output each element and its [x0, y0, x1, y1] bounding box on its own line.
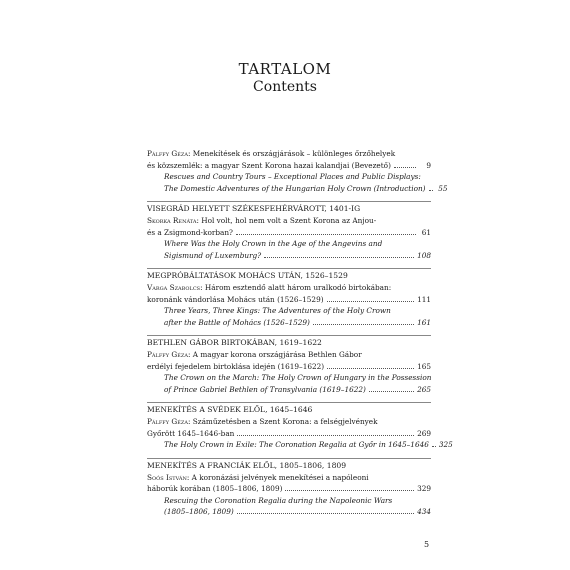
dot-leader — [285, 490, 414, 491]
toc-entry-english — [147, 495, 431, 518]
page-number: 9 — [426, 160, 431, 170]
toc-entry — [147, 416, 431, 439]
entry-title-line: The Crown on the March: The Holy Crown of Hungary in the Possession — [164, 373, 431, 382]
entry-title-line: erdélyi fejedelem birtoklása idején (1619–1622) — [147, 361, 325, 371]
entry-title-line: A magyar korona országjárása Bethlen Gábor — [190, 350, 362, 359]
toc-entry-english — [147, 305, 431, 328]
toc-entry — [147, 282, 431, 305]
toc-section — [147, 201, 431, 261]
entry-title-line: after the Battle of Mohács (1526–1529) — [164, 317, 310, 327]
entry-title-line: Sigismund of Luxemburg? — [164, 250, 262, 260]
toc-entry-english — [147, 439, 453, 451]
table-of-contents — [147, 148, 453, 518]
entry-title-line: of Prince Gabriel Bethlen of Transylvania (1619–1622) — [164, 384, 366, 394]
page-number: 329 — [417, 484, 431, 493]
page-title: TARTALOM — [238, 60, 332, 78]
section-heading: MEGPRÓBÁLTATÁSOK MOHÁCS UTÁN, 1526–1529 — [147, 271, 348, 280]
page-folio: 5 — [424, 540, 430, 549]
page-number: 61 — [421, 227, 431, 237]
dot-leader — [327, 368, 414, 369]
entry-title-line: A koronázási jelvények menekítései a napóleoni — [189, 472, 369, 482]
entry-title-line: (1805–1806, 1809) — [164, 507, 234, 516]
entry-author: Pálffy Géza: — [147, 149, 191, 158]
toc-entry — [147, 472, 431, 495]
entry-title-line: Where Was the Holy Crown in the Age of the Angevins and — [164, 239, 383, 248]
entry-title-line: The Holy Crown in Exile: The Coronation Regalia at Győr in 1645–1646 — [164, 440, 429, 449]
toc-section — [147, 268, 431, 328]
page-number: 325 — [438, 440, 453, 449]
toc-entry — [147, 148, 431, 171]
toc-section — [147, 148, 448, 194]
entry-title-line: Hol volt, hol nem volt a Szent Korona az Anjou- — [198, 216, 377, 225]
toc-entry-english — [147, 238, 431, 261]
dot-leader — [237, 435, 414, 436]
dot-leader — [429, 190, 433, 191]
entry-title-line: Három esztendő alatt három uralkodó birtokában: — [202, 283, 392, 292]
dot-leader — [432, 446, 436, 447]
entry-title-line: koronánk vándorlása Mohács után (1526–1529) — [147, 294, 324, 304]
dot-leader — [327, 301, 415, 302]
toc-entry-english — [147, 372, 431, 395]
entry-title-line: Menekítések és országjárások – különleges őrzőhelyek — [190, 149, 396, 158]
entry-title-line: Száműzetésben a Szent Korona: a felségjelvények — [190, 417, 378, 426]
page-number: 434 — [417, 507, 431, 516]
page-number: 55 — [438, 183, 448, 193]
entry-author: Pálffy Géza: — [147, 417, 191, 426]
page-number: 161 — [417, 317, 431, 327]
entry-title-line: Three Years, Three Kings: The Adventures of the Holy Crown — [164, 306, 391, 315]
toc-entry — [147, 215, 431, 238]
entry-title-line: Győrött 1645–1646-ban — [147, 428, 235, 438]
entry-title-line: The Domestic Adventures of the Hungarian Holy Crown (Introduction) — [164, 183, 426, 193]
page-number: 165 — [417, 361, 431, 371]
page-number: 108 — [417, 250, 431, 260]
entry-title-line: és a Zsigmond-korban? — [147, 227, 233, 237]
toc-entry-english — [147, 171, 448, 194]
section-heading: MENEKÍTÉS A FRANCIÁK ELŐL, 1805–1806, 1809 — [147, 460, 347, 470]
page-number: 269 — [417, 428, 431, 438]
section-heading: BETHLEN GÁBOR BIRTOKÁBAN, 1619–1622 — [147, 338, 322, 347]
toc-section — [147, 335, 431, 395]
entry-title-line: háborúk korában (1805–1806, 1809) — [147, 484, 283, 493]
toc-section — [147, 402, 453, 451]
dot-leader — [264, 257, 414, 258]
dot-leader — [236, 234, 416, 235]
dot-leader — [313, 324, 414, 325]
toc-entry — [147, 349, 431, 372]
dot-leader — [394, 167, 416, 168]
entry-author: Varga Szabolcs: — [147, 283, 203, 292]
entry-author: Pálffy Géza: — [147, 350, 191, 359]
section-heading: MENEKÍTÉS A SVÉDEK ELŐL, 1645–1646 — [147, 405, 313, 414]
entry-title-line: Rescuing the Coronation Regalia during the Napoleonic Wars — [164, 495, 393, 505]
page-number: 265 — [417, 384, 431, 394]
dot-leader — [237, 513, 414, 514]
entry-title-line: és közszemlék: a magyar Szent Korona hazai kalandjai (Bevezető) — [147, 160, 391, 170]
page-subtitle: Contents — [253, 79, 317, 95]
section-heading: VISEGRÁD HELYETT SZÉKESFEHÉRVÁROTT, 1401-IG — [147, 204, 361, 213]
entry-author: Soós István: — [147, 472, 190, 482]
toc-section — [147, 458, 431, 518]
dot-leader — [369, 391, 414, 392]
entry-author: Skorka Renáta: — [147, 216, 199, 225]
entry-title-line: Rescues and Country Tours – Exceptional Places and Public Displays: — [164, 172, 421, 181]
page-number: 111 — [417, 294, 431, 304]
